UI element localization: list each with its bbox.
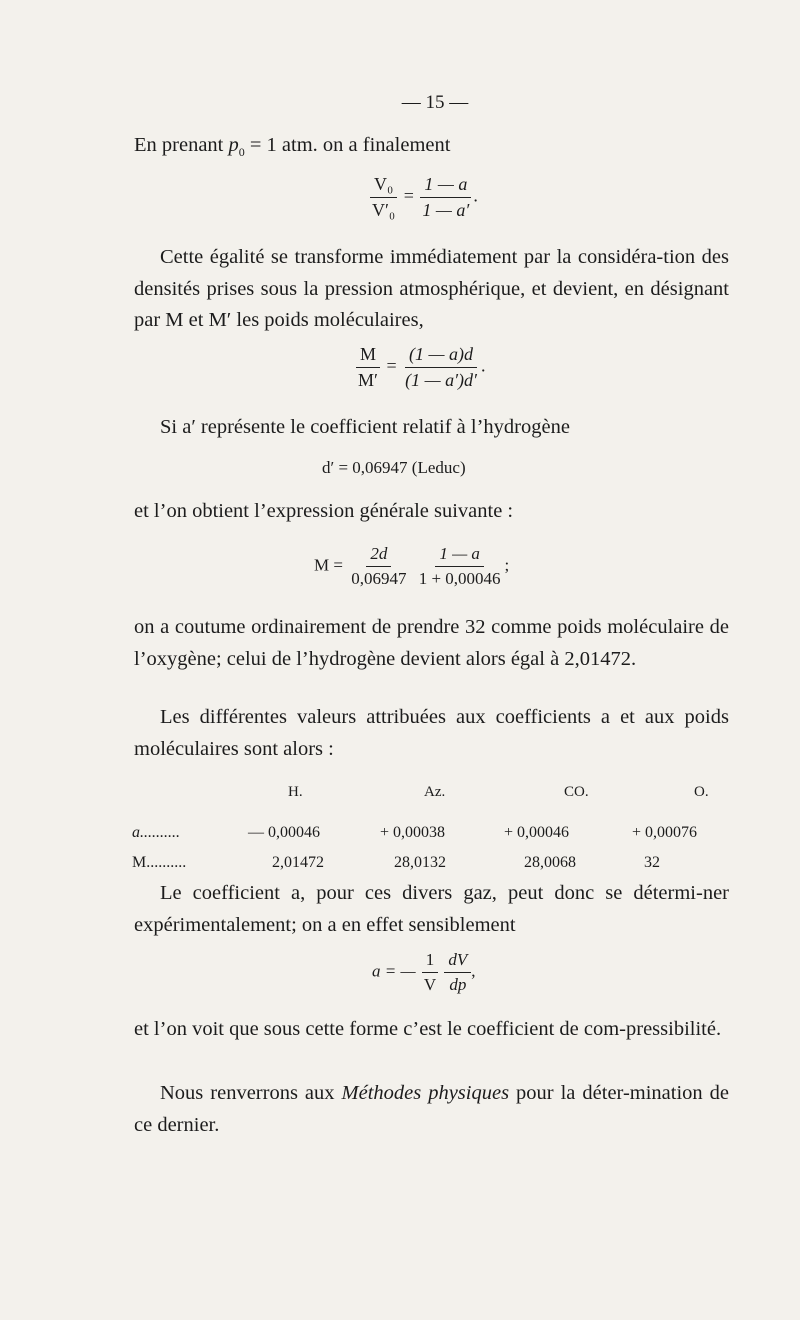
book-reference: Méthodes physiques — [341, 1082, 510, 1104]
p-symbol: p — [228, 134, 239, 156]
table-cell: 32 — [644, 854, 660, 871]
table-header-row — [132, 784, 732, 814]
paragraph-2: Cette égalité se transforme immédiatement par la considéra-tion des densités prises sous la pression atmosphérique, et devient, en désignant par M et M′ les poids moléculaires, — [134, 246, 729, 331]
equation-2: $\frac{M}{M'}$ = $\frac{(1 — a)d}{(1 — a')d'}$ . — [354, 344, 485, 391]
paragraph-9: Nous renverrons aux Méthodes physiques pour la déter-mination de ce dernier. — [134, 1082, 730, 1136]
header-h: H. — [288, 784, 303, 800]
table-cell: + 0,00076 — [632, 824, 698, 841]
equation-5: a = — $\frac{1}{V}$ $\frac{dV}{dp}$ , — [372, 950, 476, 994]
table-cell: 2,01472 — [272, 854, 324, 871]
equation-3: d′ = 0,06947 (Leduc) — [322, 458, 466, 477]
row-label: M.......... — [132, 854, 187, 871]
paragraph-4: et l’on obtient l’expression générale suivante : — [134, 500, 514, 522]
paragraph-1: En prenant $p_0 = 1$ atm. on a finalement — [134, 134, 451, 160]
paragraph-7: Le coefficient a, pour ces divers gaz, peut donc se détermi-ner expérimentalement; on a en effet sensiblement — [134, 882, 729, 936]
paragraph-5: on a coutume ordinairement de prendre 32 comme poids moléculaire de l’oxygène; celui de l’hydrogène devient alors égal à 2,01472. — [134, 616, 729, 670]
header-o: O. — [694, 784, 709, 800]
paragraph-6: Les différentes valeurs attribuées aux coefficients a et aux poids moléculaires sont alors : — [134, 706, 729, 760]
page-number: — 15 — — [401, 92, 469, 113]
table-row — [132, 824, 732, 854]
table-cell: 28,0132 — [394, 854, 446, 871]
header-co: CO. — [564, 784, 589, 800]
table-cell: — 0,00046 — [248, 824, 320, 841]
table-cell: 28,0068 — [524, 854, 576, 871]
paragraph-3: Si a′ représente le coefficient relatif à l’hydrogène — [160, 416, 570, 438]
coefficients-table — [132, 784, 732, 884]
equation-1: $\frac{\text{V₀}}{\text{V′₀}}$ = $\frac{1 — a}{1 — a'}$ . — [368, 174, 478, 221]
paragraph-8: et l’on voit que sous cette forme c’est le coefficient de com-pressibilité. — [134, 1018, 722, 1040]
row-label: a.......... — [132, 824, 180, 841]
table-cell: + 0,00038 — [380, 824, 446, 841]
equation-4: M = $\frac{2d}{0,06947}$ $\frac{1 — a}{1 + 0,00046}$ ; — [314, 544, 510, 588]
table-cell: + 0,00046 — [504, 824, 570, 841]
header-az: Az. — [424, 784, 446, 800]
